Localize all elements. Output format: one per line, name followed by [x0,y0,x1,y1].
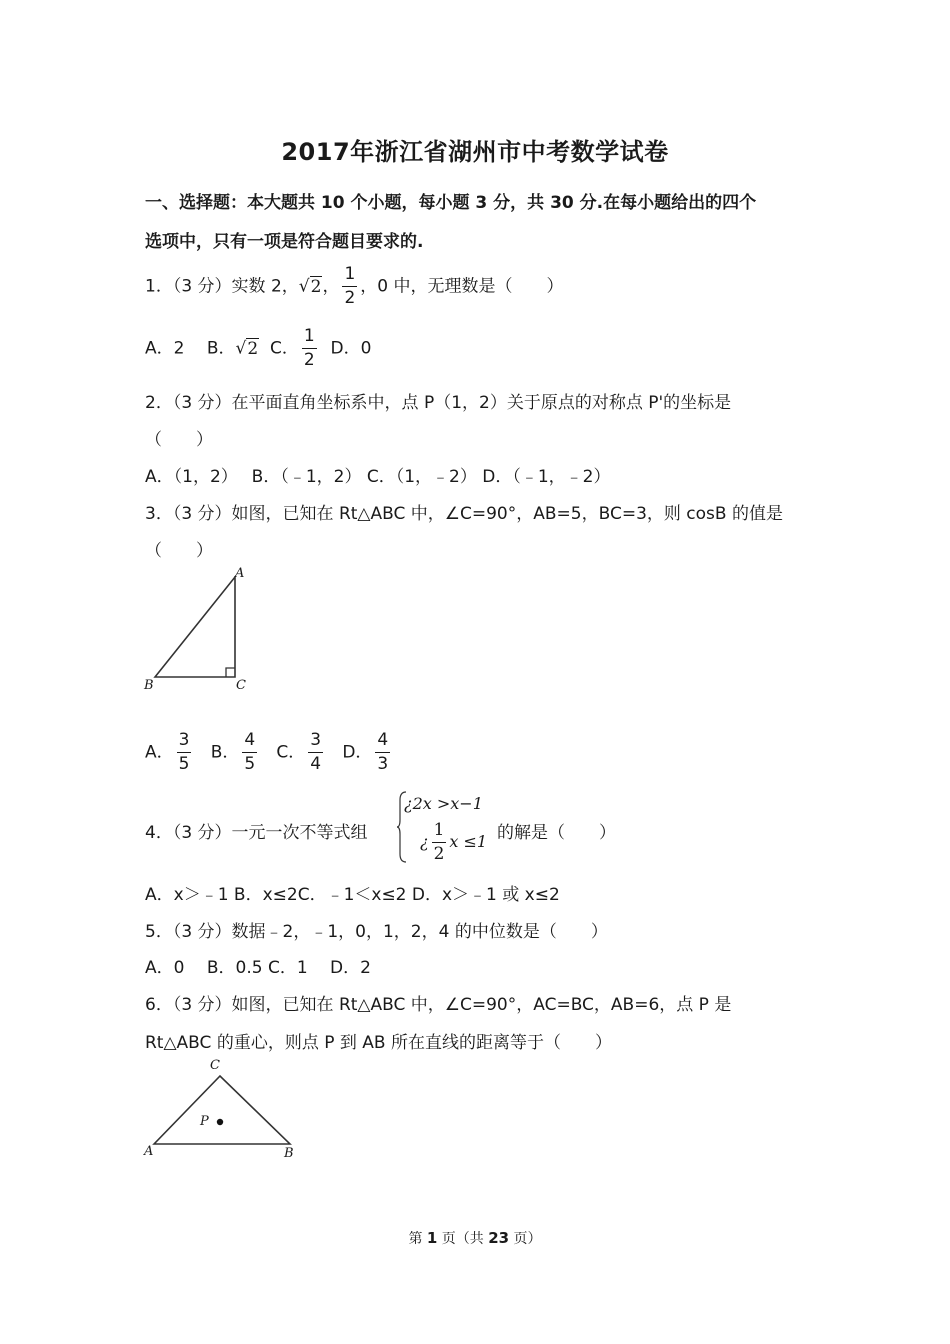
centroid-point [217,1119,223,1125]
label-b: B [144,678,154,693]
page-footer: 第 1 页（共 23 页） [408,1229,542,1247]
question-1: 1．（3 分）实数 2，√2， $\frac{1}{2}$ ，0 中，无理数是（ ） [145,264,564,308]
label-c: C [236,678,246,693]
question-3-line2: （ ） [145,541,213,561]
inequality-row-1: ¿2x >x−1 [404,794,483,813]
triangle-abc [155,577,235,677]
question-2-line2: （ ） [145,430,213,450]
fraction: $\frac{1}{2}$ [433,820,445,864]
right-angle-mark [226,668,235,677]
question-2-line1: 2．（3 分）在平面直角坐标系中，点 P（1，2）关于原点的对称点 P'的坐标是 [145,393,732,413]
question-1-suffix: ，0 中，无理数是（ ） [360,276,564,297]
option-d: D．0 [330,338,372,359]
question-6-line2: Rt△ABC 的重心，则点 P 到 AB 所在直线的距离等于（ ） [145,1033,612,1053]
section-heading-line1: 一、选择题：本大题共 10 个小题，每小题 3 分，共 30 分.在每小题给出的四个 [145,193,757,213]
question-6-line1: 6．（3 分）如图，已知在 Rt△ABC 中，∠C=90°，AC=BC，AB=6，点 P 是 [145,995,732,1015]
inequality-row-2: ¿ $\frac{1}{2}$ x ≤1 [420,820,488,864]
option-c: C． [276,742,306,763]
fraction: $\frac{3}{5}$ [178,730,190,774]
fraction: $\frac{4}{5}$ [244,730,256,774]
label-b: B [284,1146,294,1161]
label-a: A [144,1144,154,1159]
sqrt-expression: √2 [235,338,259,359]
question-1-prefix: 1．（3 分）实数 2， [145,276,299,297]
question-4-prefix: 4．（3 分）一元一次不等式组 [145,823,368,843]
page-number: 1 [426,1229,438,1247]
question-5-options: A．0 B．0.5 C．1 D．2 [145,958,371,978]
option-a: A．2 B． [145,338,236,359]
label-p: P [200,1114,209,1129]
question-3-line1: 3．（3 分）如图，已知在 Rt△ABC 中，∠C=90°，AB=5，BC=3，则 cosB 的值是 [145,504,783,524]
question-5-line1: 5．（3 分）数据﹣2，﹣1，0，1，2，4 的中位数是（ ） [145,922,608,942]
label-c: C [210,1058,220,1073]
triangle-abc [154,1076,290,1144]
question-2-options: A．（1，2） B．（﹣1，2） C．（1，﹣2） D．（﹣1，﹣2） [145,467,611,487]
option-a: A． [145,742,174,763]
fraction: $\frac{1}{2}$ [303,326,315,370]
sqrt-expression: √2 [298,276,322,297]
option-c: C． [270,338,299,359]
page-total: 23 [488,1229,510,1247]
page-title: 2017年浙江省湖州市中考数学试卷 [281,138,669,166]
question-4-suffix: 的解是（ ） [497,823,616,843]
option-b: B． [210,742,240,763]
fraction: $\frac{1}{2}$ [344,264,356,308]
triangle-figure-q3 [140,565,260,695]
question-4-options: A．x＞﹣1 B．x≤2C．﹣1＜x≤2 D．x＞﹣1 或 x≤2 [145,885,560,905]
fraction: $\frac{4}{3}$ [377,730,389,774]
question-1-options [145,328,371,369]
fraction: $\frac{3}{4}$ [310,730,322,774]
question-3-options [145,732,393,773]
section-heading-line2: 选项中，只有一项是符合题目要求的. [145,232,424,252]
label-a: A [235,566,245,581]
option-d: D． [342,742,373,763]
